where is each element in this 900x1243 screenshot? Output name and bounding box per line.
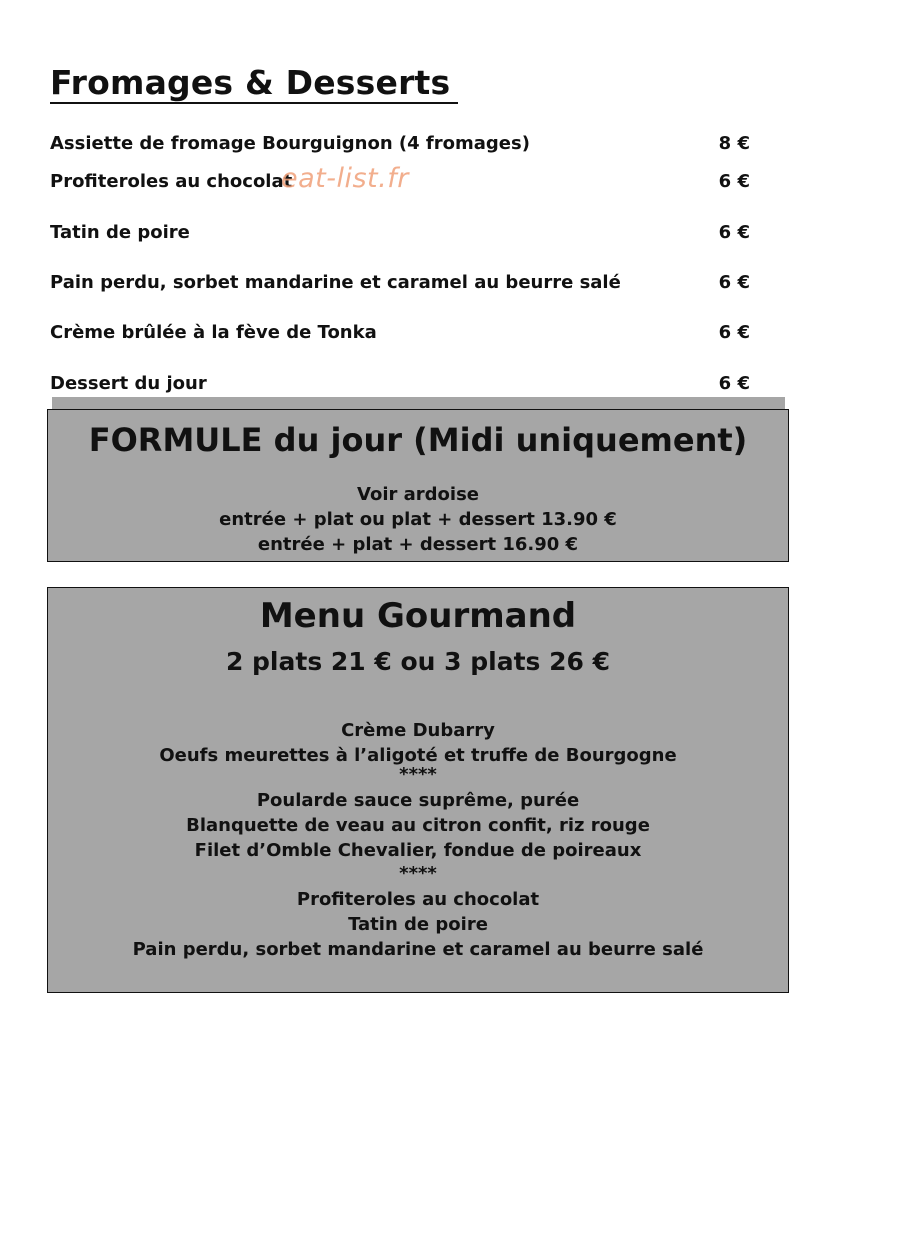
main-item: Blanquette de veau au citron confit, riz rouge — [186, 815, 650, 836]
formule-box — [47, 409, 789, 562]
menu-item — [50, 132, 750, 156]
gourmand-box — [47, 587, 789, 993]
item-name: Profiteroles au chocolat — [50, 171, 293, 192]
item-name: Pain perdu, sorbet mandarine et caramel au beurre salé — [50, 272, 621, 293]
formule-line: Voir ardoise — [357, 484, 479, 505]
item-name: Tatin de poire — [50, 222, 190, 243]
watermark: eat-list.fr — [281, 163, 409, 194]
item-name: Crème brûlée à la fève de Tonka — [50, 322, 377, 343]
divider-strip — [52, 397, 785, 409]
dessert-item: Tatin de poire — [348, 914, 488, 935]
formule-heading: FORMULE du jour (Midi uniquement) — [88, 421, 748, 459]
item-name: Assiette de fromage Bourguignon (4 fromages) — [50, 133, 530, 154]
course-separator: **** — [399, 764, 437, 785]
menu-item — [50, 221, 750, 245]
course-separator: **** — [399, 863, 437, 884]
gourmand-prices: 2 plats 21 € ou 3 plats 26 € — [225, 647, 611, 676]
item-price: 6 € — [718, 272, 750, 293]
item-price: 6 € — [718, 222, 750, 243]
menu-item — [50, 271, 750, 295]
item-name: Dessert du jour — [50, 373, 207, 394]
main-item: Poularde sauce suprême, purée — [256, 790, 580, 811]
dessert-item: Pain perdu, sorbet mandarine et caramel au beurre salé — [132, 939, 704, 960]
dessert-item: Profiteroles au chocolat — [296, 889, 540, 910]
formule-lines — [48, 482, 788, 557]
menu-item — [50, 372, 750, 396]
starter-item: Oeufs meurettes à l’aligoté et truffe de Bourgogne — [159, 745, 677, 766]
formule-line: entrée + plat + dessert 16.90 € — [257, 534, 579, 555]
item-price: 8 € — [718, 133, 750, 154]
page-title: Fromages & Desserts — [50, 64, 458, 104]
item-price: 6 € — [718, 373, 750, 394]
menu-item — [50, 321, 750, 345]
item-price: 6 € — [718, 171, 750, 192]
item-price: 6 € — [718, 322, 750, 343]
starter-item: Crème Dubarry — [341, 720, 495, 741]
formule-line: entrée + plat ou plat + dessert 13.90 € — [219, 509, 617, 530]
main-item: Filet d’Omble Chevalier, fondue de poireaux — [194, 840, 642, 861]
gourmand-heading: Menu Gourmand — [259, 596, 577, 636]
